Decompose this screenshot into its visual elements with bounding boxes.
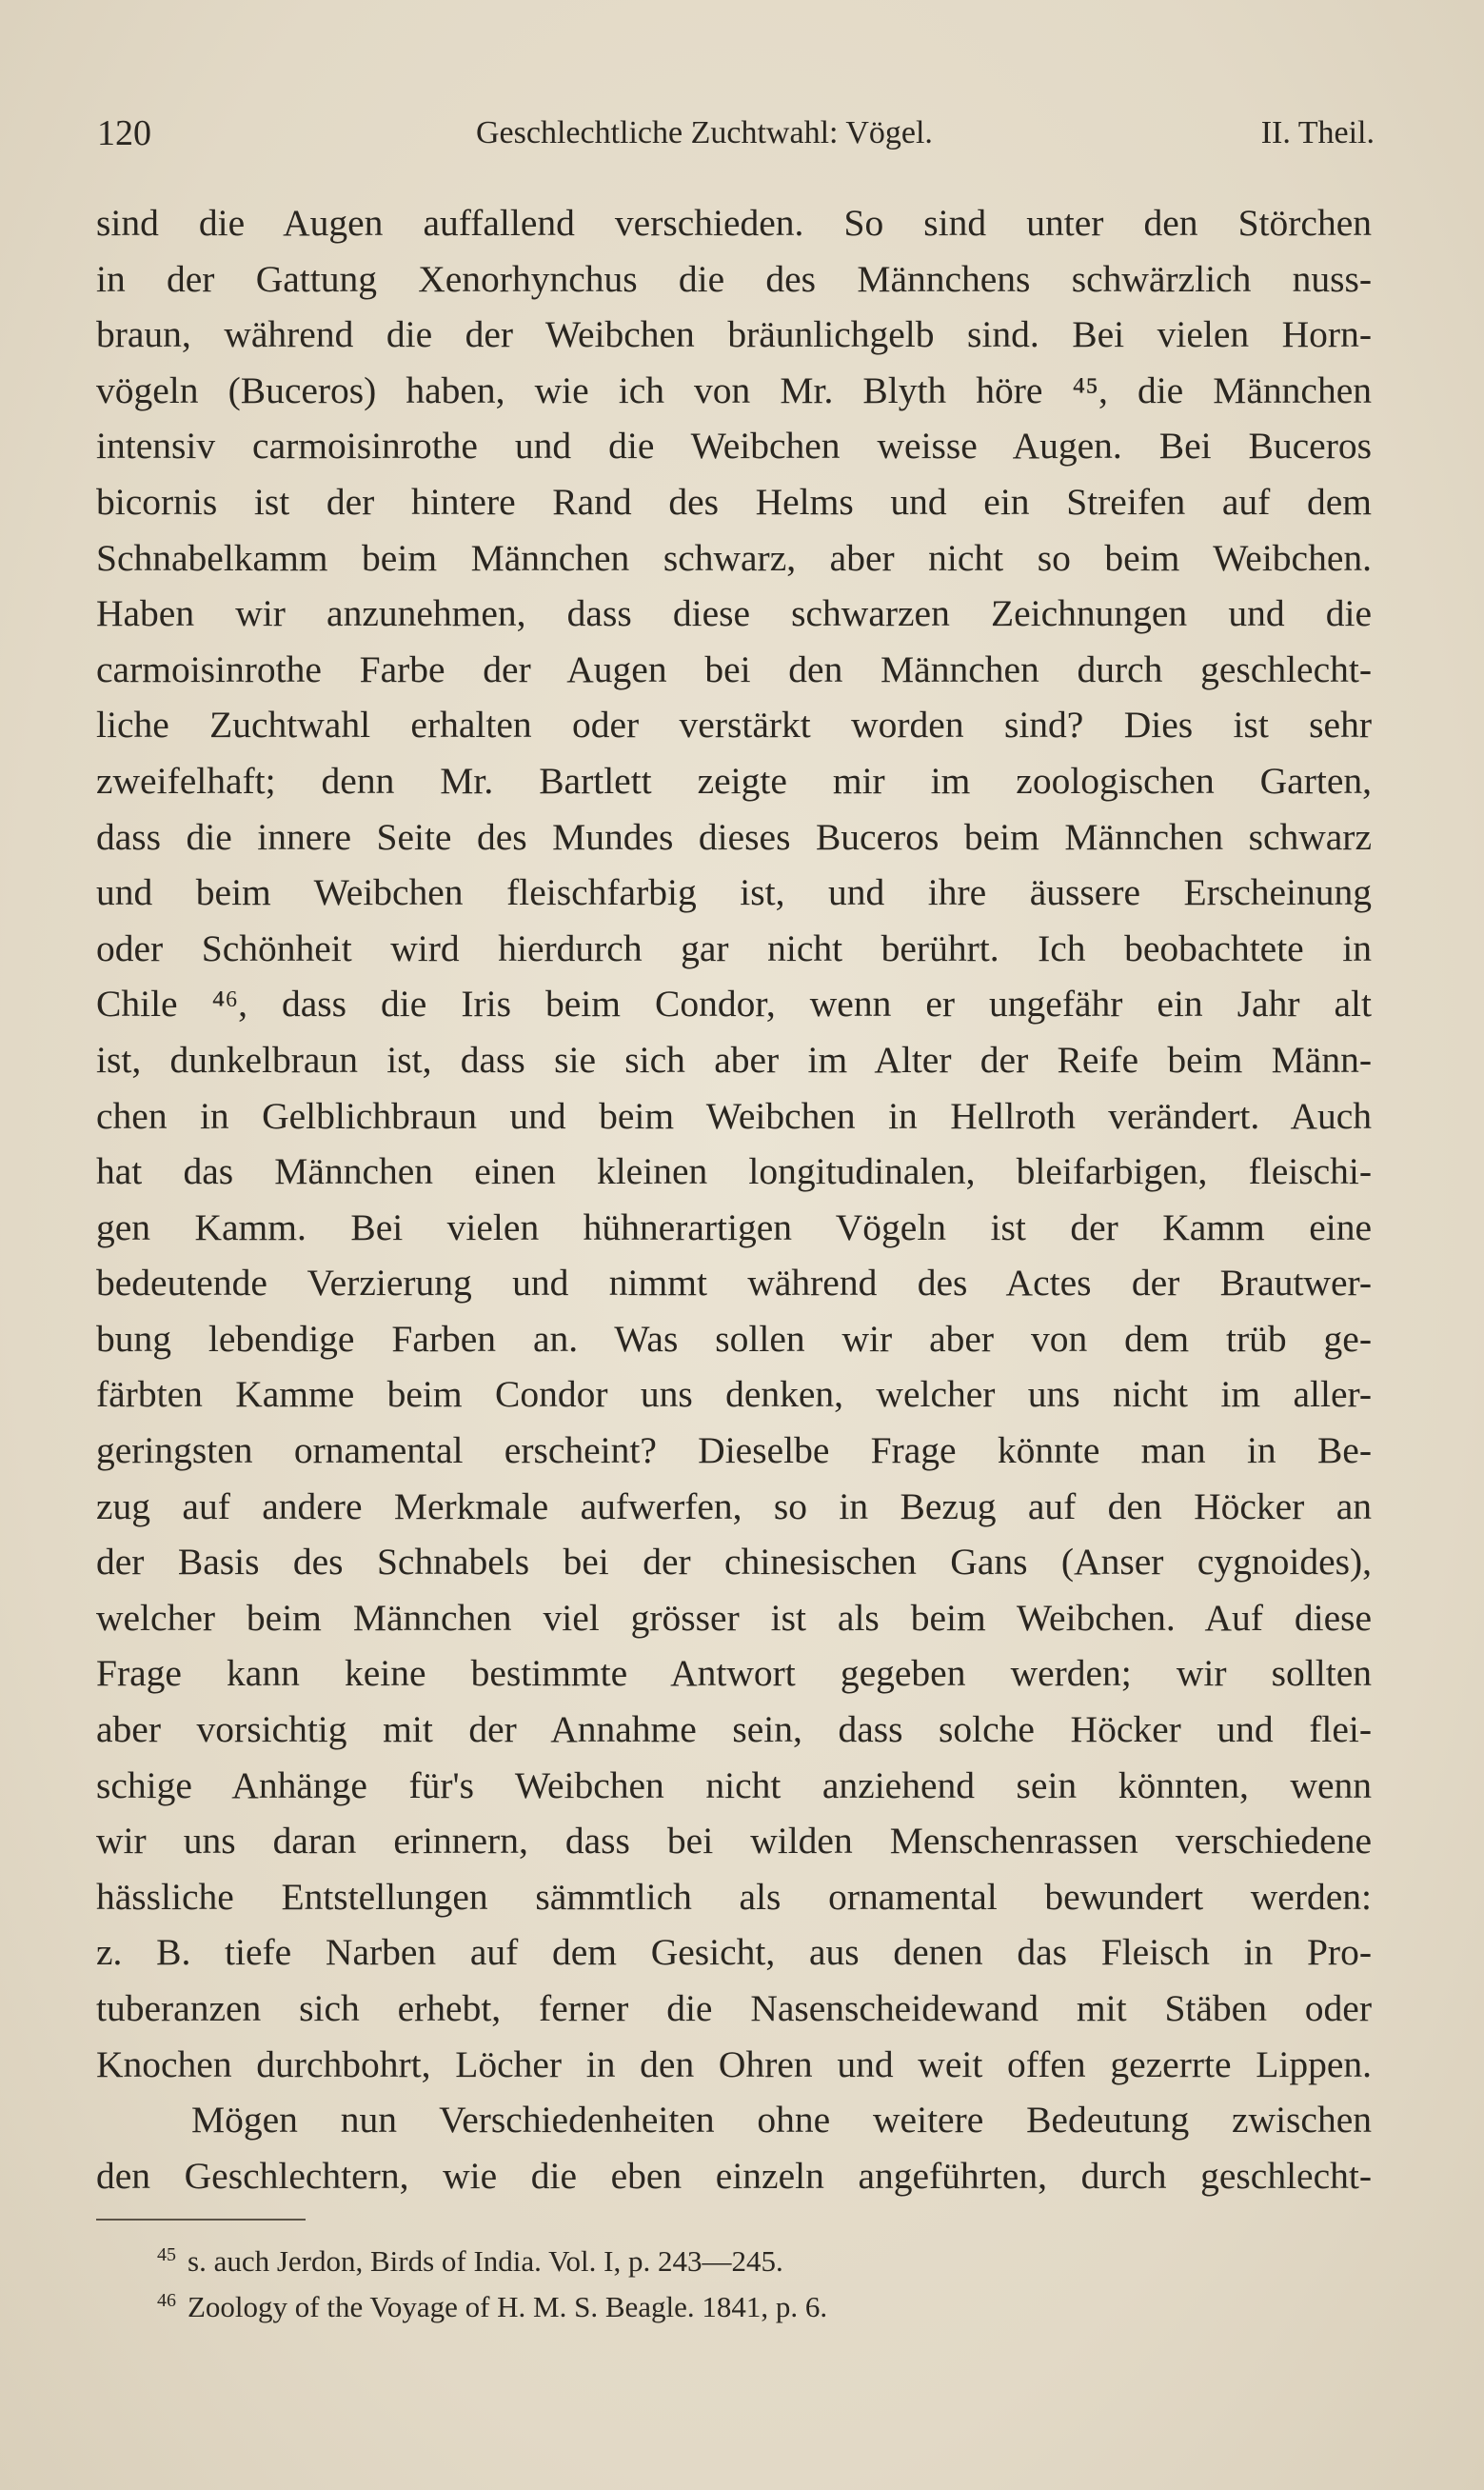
footnotes	[157, 2232, 1299, 2323]
text-line: geringsten ornamental erscheint? Dieselbe Frage könnte man in Be-	[96, 1429, 1372, 1472]
text-line: intensiv carmoisinrothe und die Weibchen weisse Augen. Bei Buceros	[96, 425, 1372, 468]
text-line: liche Zuchtwahl erhalten oder verstärkt worden sind? Dies ist sehr	[96, 704, 1372, 747]
part-label: II. Theil.	[1260, 115, 1375, 150]
text-line: welcher beim Männchen viel grösser ist als beim Weibchen. Auf diese	[96, 1596, 1372, 1639]
text-line: hässliche Entstellungen sämmtlich als ornamental bewundert werden:	[96, 1875, 1372, 1918]
text-line: den Geschlechtern, wie die eben einzeln angeführten, durch geschlecht-	[96, 2154, 1372, 2197]
text-line: braun, während die der Weibchen bräunlichgelb sind. Bei vielen Horn-	[96, 313, 1372, 356]
footnote-rule	[96, 2219, 306, 2221]
text-line: Mögen nun Verschiedenheiten ohne weitere Bedeutung zwischen	[191, 2099, 1372, 2141]
text-line: Knochen durchbohrt, Löcher in den Ohren und weit offen gezerrte Lippen.	[96, 2042, 1372, 2085]
body-text	[96, 195, 1372, 2203]
text-line: in der Gattung Xenorhynchus die des Männchens schwärzlich nuss-	[96, 257, 1372, 300]
text-line: zug auf andere Merkmale aufwerfen, so in Bezug auf den Höcker an	[96, 1484, 1372, 1527]
footnote	[157, 2232, 1299, 2278]
text-line: tuberanzen sich erhebt, ferner die Nasenscheidewand mit Stäben oder	[96, 1987, 1372, 2029]
text-line: oder Schönheit wird hierdurch gar nicht berührt. Ich beobachtete in	[96, 926, 1372, 969]
text-line: zweifelhaft; denn Mr. Bartlett zeigte mir im zoologischen Garten,	[96, 759, 1372, 802]
text-line: z. B. tiefe Narben auf dem Gesicht, aus denen das Fleisch in Pro-	[96, 1931, 1372, 1974]
text-line: sind die Augen auffallend verschieden. So sind unter den Störchen	[96, 202, 1372, 244]
text-line: aber vorsichtig mit der Annahme sein, dass solche Höcker und flei-	[96, 1708, 1372, 1751]
text-line: schige Anhänge für's Weibchen nicht anziehend sein könnten, wenn	[96, 1763, 1372, 1806]
text-line: färbten Kamme beim Condor uns denken, welcher uns nicht im aller-	[96, 1373, 1372, 1416]
footnote	[157, 2278, 1299, 2323]
text-line: ist, dunkelbraun ist, dass sie sich aber im Alter der Reife beim Männ-	[96, 1038, 1372, 1081]
footnote-text: s. auch Jerdon, Birds of India. Vol. I, p. 243—245.	[188, 2244, 783, 2278]
text-line: der Basis des Schnabels bei der chinesischen Gans (Anser cygnoides),	[96, 1541, 1372, 1584]
footnote-mark: 46	[157, 2290, 176, 2311]
running-title: Geschlechtliche Zuchtwahl: Vögel.	[476, 115, 933, 150]
footnote-mark: 45	[157, 2244, 176, 2265]
text-line: Haben wir anzunehmen, dass diese schwarzen Zeichnungen und die	[96, 592, 1372, 635]
text-line: chen in Gelblichbraun und beim Weibchen in Hellroth verändert. Auch	[96, 1094, 1372, 1137]
text-line: wir uns daran erinnern, dass bei wilden Menschenrassen verschiedene	[96, 1820, 1372, 1863]
text-line: hat das Männchen einen kleinen longitudinalen, bleifarbigen, fleischi-	[96, 1150, 1372, 1193]
text-line: carmoisinrothe Farbe der Augen bei den Männchen durch geschlecht-	[96, 647, 1372, 690]
footnote-text: Zoology of the Voyage of H. M. S. Beagle. 1841, p. 6.	[188, 2290, 828, 2323]
text-line: vögeln (Buceros) haben, wie ich von Mr. Blyth höre ⁴⁵, die Männchen	[96, 369, 1372, 411]
text-line: und beim Weibchen fleischfarbig ist, und ihre äussere Erscheinung	[96, 871, 1372, 914]
text-line: gen Kamm. Bei vielen hühnerartigen Vögeln ist der Kamm eine	[96, 1205, 1372, 1248]
page-header	[97, 112, 1375, 166]
text-line: bicornis ist der hintere Rand des Helms und ein Streifen auf dem	[96, 480, 1372, 523]
text-line: Schnabelkamm beim Männchen schwarz, aber nicht so beim Weibchen.	[96, 536, 1372, 579]
text-line: Chile ⁴⁶, dass die Iris beim Condor, wenn er ungefähr ein Jahr alt	[96, 983, 1372, 1026]
text-line: Frage kann keine bestimmte Antwort gegeben werden; wir sollten	[96, 1652, 1372, 1695]
text-line: bung lebendige Farben an. Was sollen wir aber von dem trüb ge-	[96, 1317, 1372, 1360]
page-number: 120	[97, 113, 151, 153]
text-line: bedeutende Verzierung und nimmt während des Actes der Brautwer-	[96, 1262, 1372, 1305]
text-line: dass die innere Seite des Mundes dieses Buceros beim Männchen schwarz	[96, 815, 1372, 858]
